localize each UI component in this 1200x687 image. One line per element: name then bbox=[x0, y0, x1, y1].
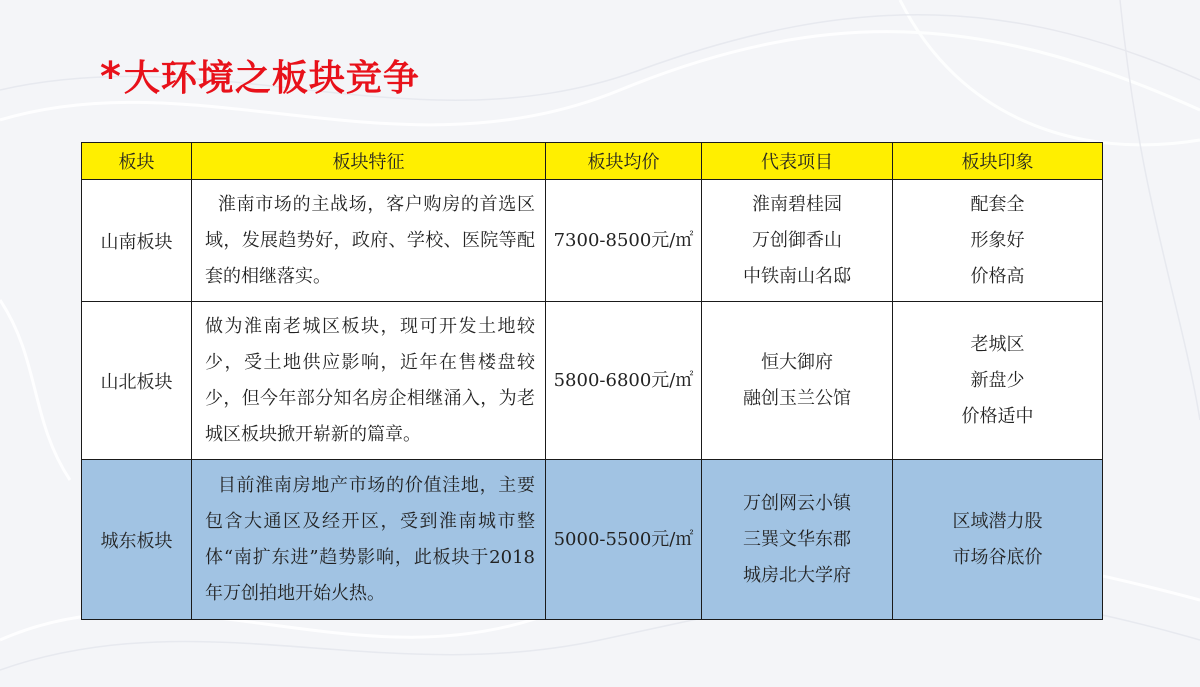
header-projects: 代表项目 bbox=[702, 143, 893, 180]
district-projects bbox=[702, 460, 893, 620]
table-header-row bbox=[82, 143, 1103, 180]
impression-item: 市场谷底价 bbox=[952, 546, 1043, 568]
header-impression: 板块印象 bbox=[893, 143, 1103, 180]
district-feature bbox=[192, 460, 546, 620]
district-comparison-table bbox=[81, 142, 1103, 620]
header-avg-price: 板块均价 bbox=[546, 143, 702, 180]
header-district: 板块 bbox=[82, 143, 192, 180]
district-projects bbox=[702, 180, 893, 302]
impression-item: 新盘少 bbox=[970, 369, 1025, 391]
header-features: 板块特征 bbox=[192, 143, 546, 180]
district-name: 山南板块 bbox=[82, 180, 192, 302]
district-price: 5000-5500元/㎡ bbox=[546, 460, 702, 620]
project-item: 中铁南山名邸 bbox=[743, 265, 851, 287]
district-impression bbox=[893, 302, 1103, 460]
impression-item: 价格高 bbox=[970, 265, 1025, 287]
impression-item: 区域潜力股 bbox=[952, 510, 1043, 532]
slide-title-text: 大环境之板块竞争 bbox=[123, 58, 420, 99]
project-item: 融创玉兰公馆 bbox=[743, 387, 851, 409]
district-price: 5800-6800元/㎡ bbox=[546, 302, 702, 460]
district-name: 城东板块 bbox=[82, 460, 192, 620]
district-price: 7300-8500元/㎡ bbox=[546, 180, 702, 302]
impression-item: 价格适中 bbox=[961, 405, 1034, 427]
slide-title bbox=[100, 52, 420, 104]
project-item: 万创网云小镇 bbox=[743, 492, 851, 514]
impression-item: 老城区 bbox=[970, 333, 1025, 355]
title-star: * bbox=[100, 54, 122, 100]
table-row bbox=[82, 460, 1103, 620]
project-item: 淮南碧桂园 bbox=[752, 193, 842, 215]
table-row bbox=[82, 180, 1103, 302]
district-impression bbox=[893, 460, 1103, 620]
project-item: 三巽文华东郡 bbox=[743, 528, 851, 550]
project-item: 万创御香山 bbox=[752, 229, 842, 251]
district-projects bbox=[702, 302, 893, 460]
project-item: 恒大御府 bbox=[761, 351, 833, 373]
feature-text: 淮南市场的主战场，客户购房的首选区域，发展趋势好，政府、学校、医院等配套的相继落实。 bbox=[205, 193, 535, 287]
project-item: 城房北大学府 bbox=[743, 564, 851, 586]
impression-item: 配套全 bbox=[970, 193, 1025, 215]
impression-item: 形象好 bbox=[970, 229, 1025, 251]
district-feature bbox=[192, 302, 546, 460]
district-impression bbox=[893, 180, 1103, 302]
feature-text: 目前淮南房地产市场的价值洼地，主要包含大通区及经开区，受到淮南城市整体“南扩东进”趋势影响，此板块于2018年万创拍地开始火热。 bbox=[205, 474, 535, 604]
district-name: 山北板块 bbox=[82, 302, 192, 460]
feature-text: 做为淮南老城区板块，现可开发土地较少，受土地供应影响，近年在售楼盘较少，但今年部分知名房企相继涌入，为老城区板块掀开崭新的篇章。 bbox=[205, 315, 535, 445]
district-feature bbox=[192, 180, 546, 302]
table-row bbox=[82, 302, 1103, 460]
